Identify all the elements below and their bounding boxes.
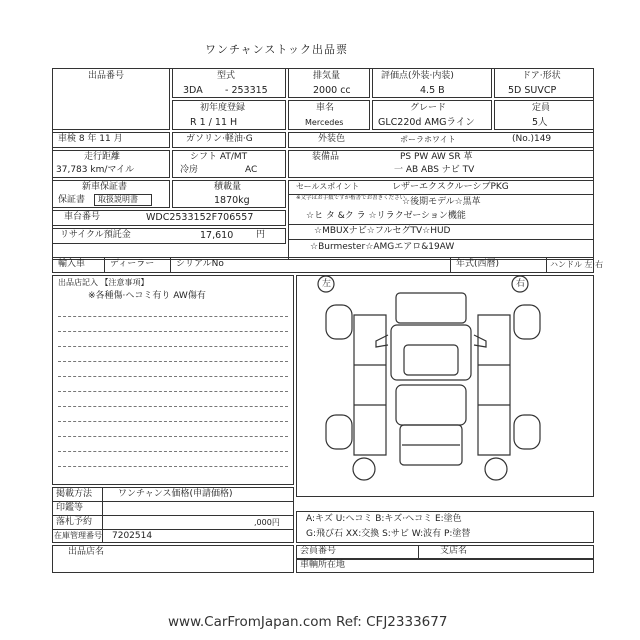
- capacity-value: 5人: [532, 117, 548, 128]
- right-mark: 右: [516, 279, 526, 289]
- price-value: ワンチャンス価格(申請価格): [118, 489, 233, 499]
- page-title: ワンチャンストック出品票: [205, 43, 349, 56]
- roof-panel: [391, 325, 471, 380]
- notes-dashed-line: [58, 331, 288, 332]
- bottom-divider-2: [52, 515, 294, 516]
- color-number: (No.)149: [512, 134, 552, 144]
- notes-dashed-line: [58, 346, 288, 347]
- warranty-sub: 保証書: [58, 195, 86, 205]
- feature-line-3: ☆Burmester☆AMGエアロ&19AW: [310, 242, 455, 252]
- member-label: 会員番号: [300, 546, 337, 556]
- bottom-divider-3: [52, 529, 294, 530]
- left-bottom-wheel: [353, 458, 375, 480]
- score-label: 評価点(外装·内装): [381, 71, 454, 81]
- right-front-wheel: [514, 305, 540, 339]
- notes-dashed-line: [58, 391, 288, 392]
- left-mark-circle: [318, 276, 334, 292]
- model-label: 型式: [217, 71, 236, 81]
- notes-header: 出品店記入 【注意事項】: [58, 278, 149, 287]
- feature-line-2: ☆MBUXナビ☆フルセグTV☆HUD: [314, 226, 451, 236]
- right-mirror: [474, 335, 486, 347]
- feature-line-1: ☆ヒ タ &ク ラ ☆リラクゼーション機能: [306, 211, 466, 221]
- legend-line-2: G:飛び石 XX:交換 S:サビ W:波有 P:塗替: [306, 529, 471, 539]
- manual-label: 取扱説明書: [98, 195, 138, 204]
- sales-divider: [288, 194, 594, 195]
- notes-line-1: ※各種傷·ヘコミ有り AW傷有: [88, 291, 206, 301]
- trunk-panel: [396, 385, 466, 425]
- right-mark-circle: [512, 276, 528, 292]
- notes-dashed-line: [58, 436, 288, 437]
- handle-label: ハンドル 左·右: [550, 260, 604, 269]
- seal-label: 印鑑等: [56, 503, 84, 513]
- sales-point-sub: ※文字はお手数ですが楷書でお書きください: [296, 195, 406, 201]
- feature-divider-1: [288, 224, 594, 225]
- equipment-line1: PS PW AW SR 革: [400, 152, 473, 162]
- car-diagram: [296, 275, 594, 497]
- legend-line-1: A:キズ U:ヘコミ B:キズ·ヘコミ E:塗色: [306, 514, 462, 524]
- bottom-divider-1: [52, 501, 294, 502]
- import-divider-1: [104, 257, 105, 273]
- recycle-value: 17,610: [200, 230, 234, 241]
- weight-label: 積載量: [214, 182, 242, 192]
- price-label: 掲載方法: [56, 489, 93, 499]
- dealer-label: ディーラー: [110, 259, 155, 269]
- hood-panel: [396, 293, 466, 323]
- reserve-value: ,000円: [254, 518, 280, 527]
- maker-value: Mercedes: [305, 118, 344, 127]
- notes-box: [52, 275, 294, 485]
- member-divider: [418, 545, 419, 559]
- footer-ref: www.CarFromJapan.com Ref: CFJ2333677: [168, 614, 448, 630]
- grade-label: グレード: [410, 103, 447, 113]
- recycle-unit: 円: [256, 230, 266, 240]
- stock-value: 7202514: [112, 531, 153, 541]
- equipment-line2: 一 AB ABS ナビ TV: [394, 165, 475, 175]
- capacity-label: 定員: [532, 103, 551, 113]
- vin-value: WDC2533152F706557: [146, 212, 254, 223]
- right-bottom-wheel: [485, 458, 507, 480]
- branch-label: 支店名: [440, 546, 468, 556]
- location-label: 車輌所在地: [300, 560, 346, 570]
- import-divider-3: [450, 257, 451, 273]
- vin-label: 車台番号: [64, 212, 101, 222]
- inspection-value: 車検 8 年 11 月: [58, 134, 123, 144]
- lot-number-label: 出品番号: [88, 71, 125, 81]
- grade-value: GLC220d AMGライン: [378, 117, 475, 128]
- serial-label: シリアルNo: [176, 259, 224, 269]
- equipment-label: 装備品: [312, 152, 340, 162]
- bottom-col-divider: [102, 487, 103, 543]
- notes-dashed-line: [58, 406, 288, 407]
- notes-dashed-line: [58, 466, 288, 467]
- notes-dashed-line: [58, 361, 288, 362]
- first-reg-label: 初年度登録: [200, 103, 246, 113]
- import-label: 輸入車: [58, 259, 86, 269]
- color-value: ポーラホワイト: [400, 135, 456, 144]
- left-front-wheel: [326, 305, 352, 339]
- import-divider-2: [170, 257, 171, 273]
- warranty-label: 新車保証書: [82, 182, 128, 192]
- sales-point-value-2: ☆後期モデル☆黒革: [402, 197, 481, 207]
- displacement-label: 排気量: [313, 71, 341, 81]
- displacement-value: 2000 cc: [313, 85, 351, 96]
- left-rear-wheel: [326, 415, 352, 449]
- right-rear-wheel: [514, 415, 540, 449]
- left-side-body: [354, 315, 386, 455]
- recycle-label: リサイクル預託金: [60, 230, 131, 240]
- model-number: - 253315: [225, 85, 268, 96]
- windshield: [404, 345, 458, 375]
- maker-label: 車名: [316, 103, 335, 113]
- notes-dashed-line: [58, 421, 288, 422]
- reserve-label: 落札予約: [56, 517, 93, 527]
- feature-divider-2: [288, 239, 594, 240]
- import-divider-4: [546, 257, 547, 273]
- fuel-value: ガソリン·軽油·G: [186, 134, 253, 144]
- ac-label: 冷房: [180, 165, 199, 175]
- door-value: 5D SUVCP: [508, 85, 557, 96]
- shift-label: シフト AT/MT: [190, 152, 248, 162]
- notes-dashed-line: [58, 316, 288, 317]
- model-prefix: 3DA: [183, 85, 203, 96]
- mileage-value: 37,783 km/マイル: [56, 165, 135, 175]
- sales-point-value: レザーエクスクルーシブPKG: [392, 182, 509, 192]
- weight-value: 1870kg: [214, 195, 250, 206]
- score-value: 4.5 B: [420, 85, 445, 96]
- notes-dashed-line: [58, 451, 288, 452]
- store-label: 出品店名: [68, 547, 105, 557]
- stock-label: 在庫管理番号: [54, 531, 102, 540]
- mileage-label: 走行距離: [84, 152, 121, 162]
- door-label: ドア·形状: [522, 71, 561, 81]
- year-label: 年式(西暦): [456, 259, 500, 269]
- color-label: 外装色: [318, 134, 346, 144]
- first-reg-value: R 1 / 11 H: [190, 117, 238, 128]
- ac-value: AC: [245, 165, 258, 175]
- right-side-body: [478, 315, 510, 455]
- notes-dashed-line: [58, 376, 288, 377]
- left-mark: 左: [322, 279, 332, 289]
- sales-point-label: セールスポイント: [296, 182, 360, 191]
